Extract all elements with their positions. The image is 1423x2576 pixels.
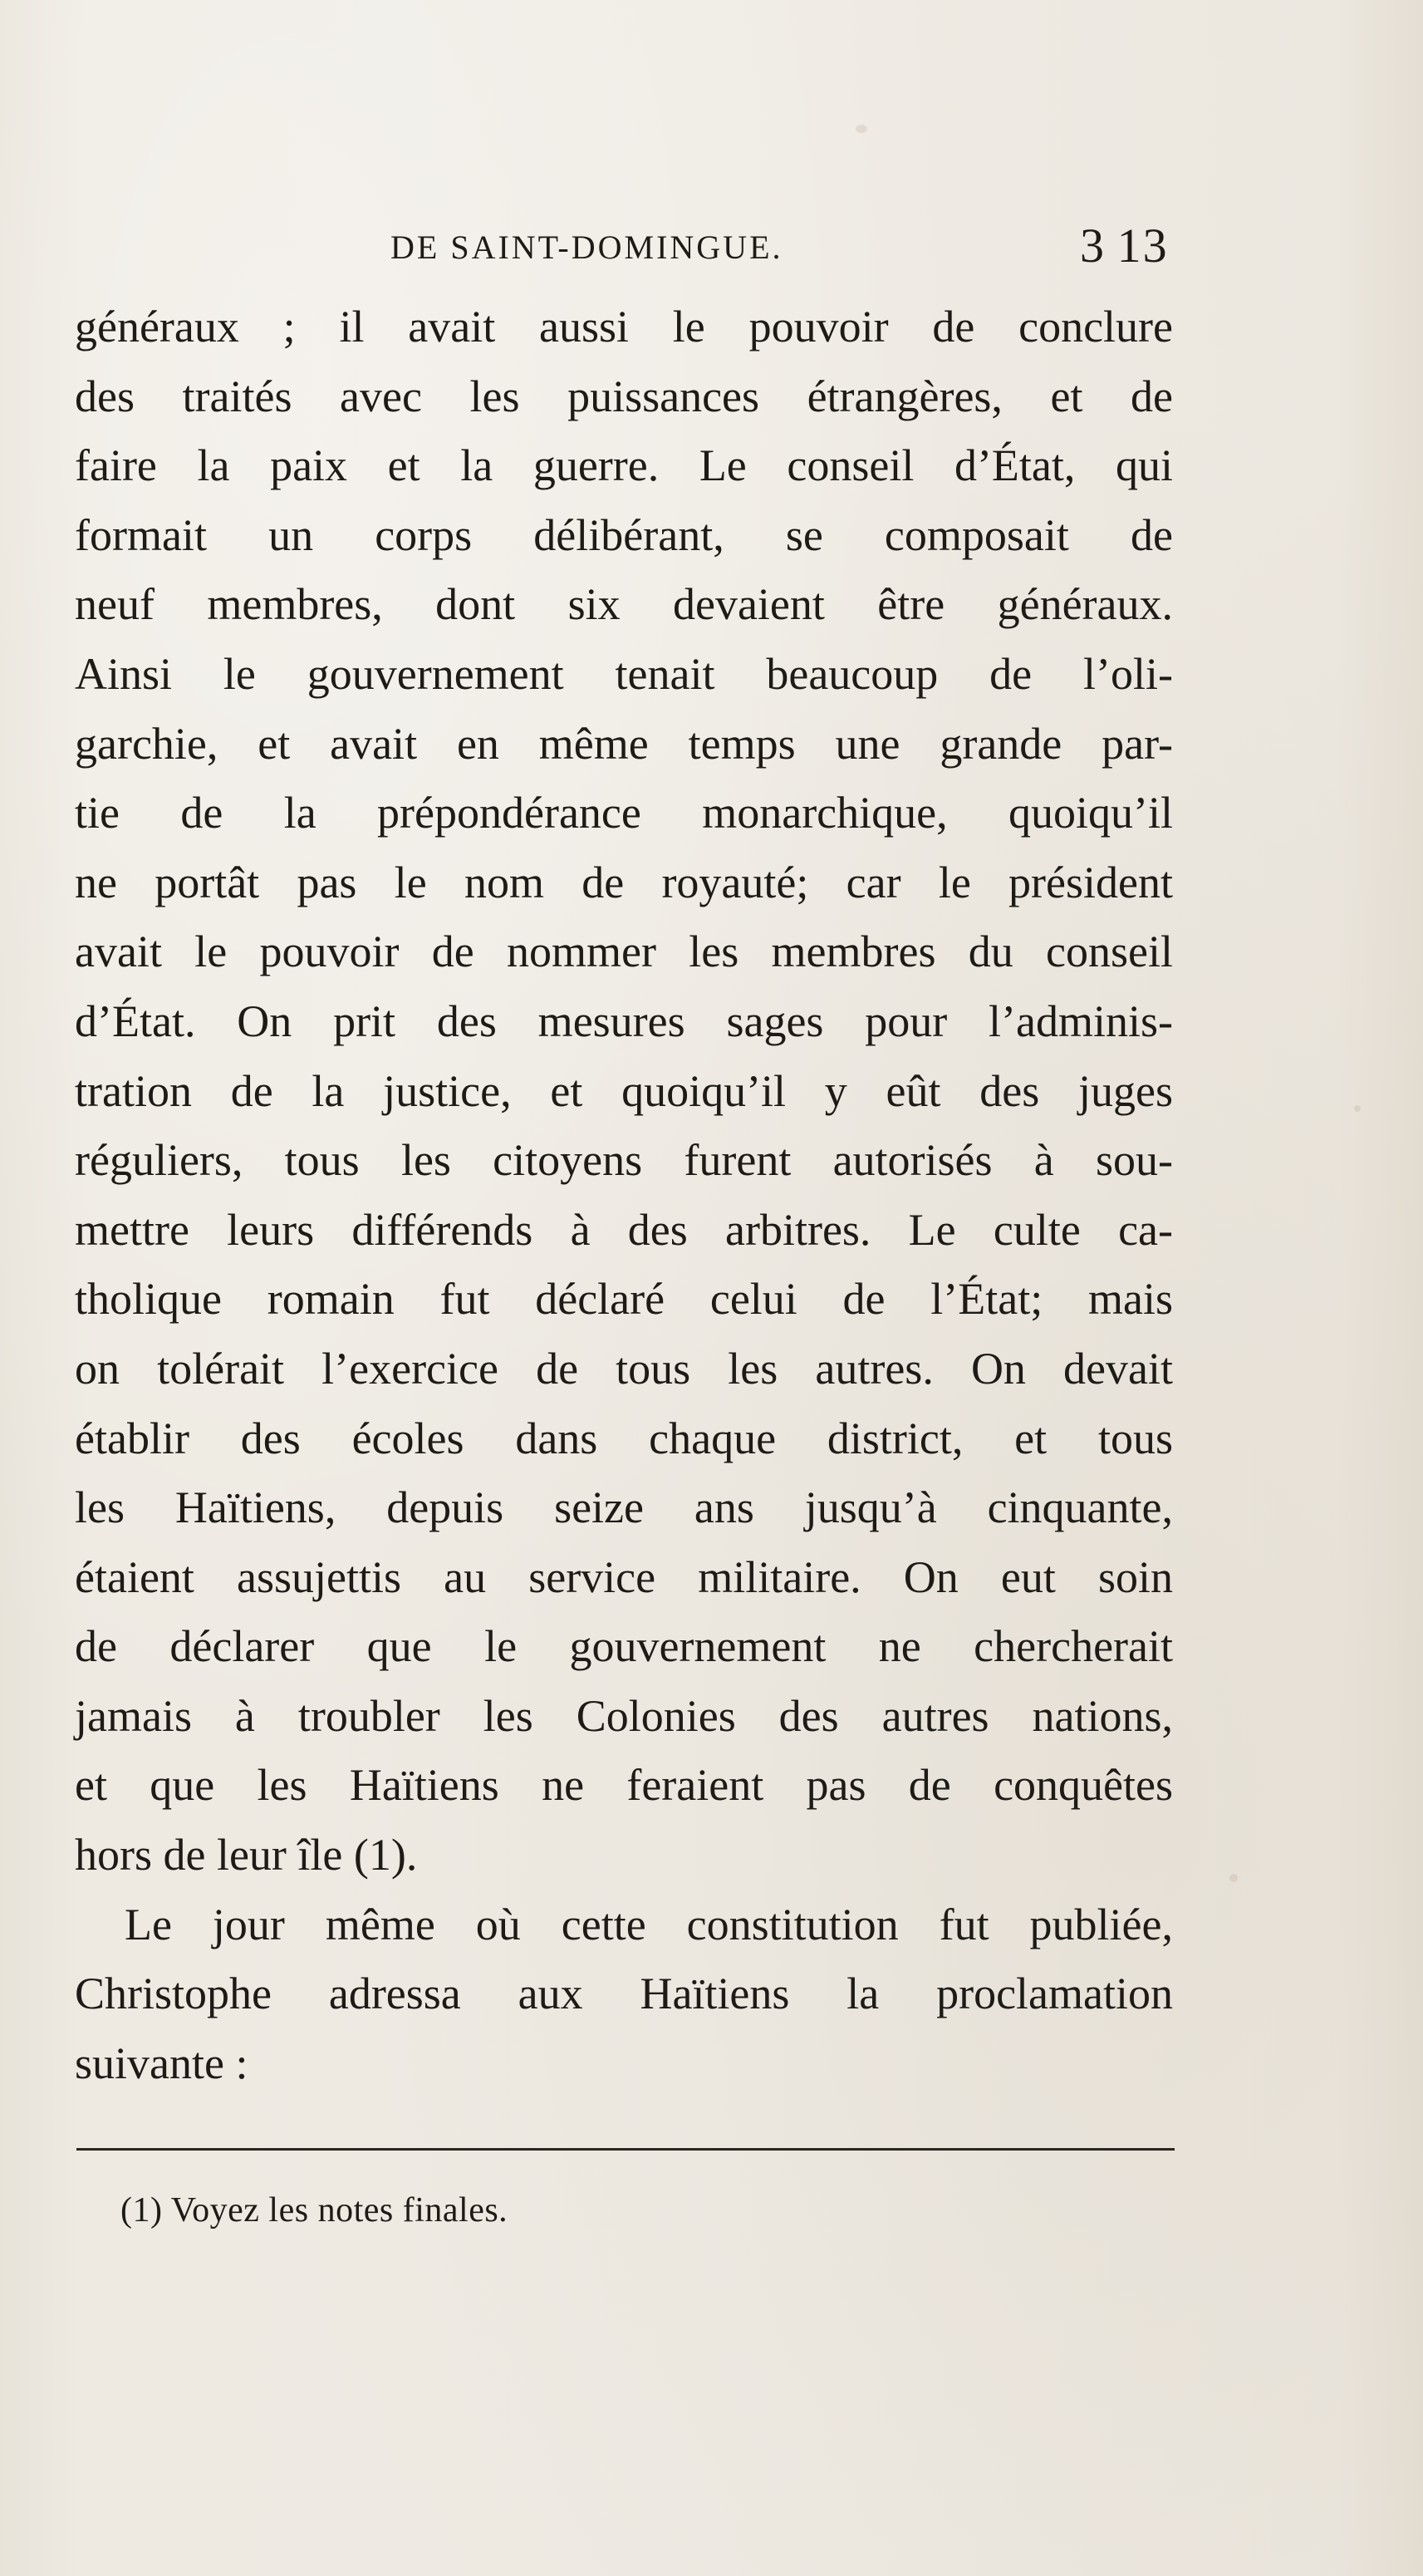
text-line: de déclarer que le gouvernement ne chercherait xyxy=(75,1621,1173,1672)
text-line: Le jour même où cette constitution fut publiée, xyxy=(125,1899,1173,1949)
text-line: formait un corps délibérant, se composait de xyxy=(75,509,1173,560)
text-line: ne portât pas le nom de royauté; car le président xyxy=(75,857,1173,907)
running-head-title: DE SAINT-DOMINGUE. xyxy=(390,229,783,266)
paper-stain xyxy=(1354,1105,1361,1112)
text-line: jamais à troubler les Colonies des autres nations, xyxy=(75,1690,1173,1741)
text-line: hors de leur île (1). xyxy=(75,1830,418,1880)
text-line: suivante : xyxy=(75,2038,248,2088)
text-line: avait le pouvoir de nommer les membres du conseil xyxy=(75,927,1173,977)
text-line: Ainsi le gouvernement tenait beaucoup de l’oli- xyxy=(75,648,1173,699)
paper-stain xyxy=(1229,1874,1238,1882)
text-line: on tolérait l’exercice de tous les autres. On devait xyxy=(75,1343,1173,1394)
text-line: des traités avec les puissances étrangères, et de xyxy=(75,371,1173,421)
text-line: garchie, et avait en même temps une grande par- xyxy=(75,718,1173,769)
text-line: neuf membres, dont six devaient être généraux. xyxy=(75,579,1173,630)
text-line: d’État. On prit des mesures sages pour l’adminis- xyxy=(75,995,1173,1046)
text-line: étaient assujettis au service militaire. On eut soin xyxy=(75,1551,1173,1602)
text-line: tie de la prépondérance monarchique, quoiqu’il xyxy=(75,788,1173,838)
running-head xyxy=(0,218,1423,276)
footnote: (1) Voyez les notes finales. xyxy=(120,2191,508,2229)
text-line: tholique romain fut déclaré celui de l’État; mais xyxy=(75,1274,1173,1325)
paper-stain xyxy=(856,125,867,133)
text-line: établir des écoles dans chaque district, et tous xyxy=(75,1413,1173,1463)
text-line: les Haïtiens, depuis seize ans jusqu’à cinquante, xyxy=(75,1482,1173,1533)
text-line: Christophe adressa aux Haïtiens la proclamation xyxy=(75,1969,1173,2019)
page-number: 3 13 xyxy=(1080,219,1169,273)
text-line: mettre leurs différends à des arbitres. Le culte ca- xyxy=(75,1204,1173,1255)
text-line: et que les Haïtiens ne feraient pas de conquêtes xyxy=(75,1760,1173,1811)
text-line: tration de la justice, et quoiqu’il y eût des juges xyxy=(75,1065,1173,1116)
text-line: faire la paix et la guerre. Le conseil d’État, qui xyxy=(75,440,1173,491)
text-line: réguliers, tous les citoyens furent autorisés à sou- xyxy=(75,1135,1173,1186)
text-line: généraux ; il avait aussi le pouvoir de conclure xyxy=(75,302,1173,351)
footnote-rule xyxy=(76,2148,1175,2151)
body-text xyxy=(75,293,1173,2098)
